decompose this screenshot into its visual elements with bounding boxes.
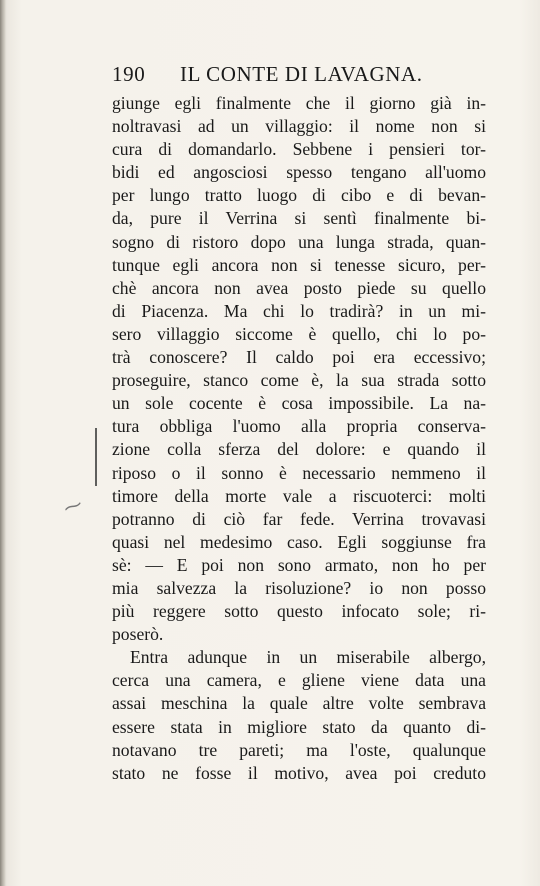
text-line: trà conoscere? Il caldo poi era eccessivo;: [112, 347, 486, 368]
text-line: riposo o il sonno è necessario nemmeno il: [112, 462, 486, 483]
text-line: sero villaggio siccome è quello, chi lo po-: [112, 323, 486, 344]
text-line: zione colla sferza del dolore: e quando il: [112, 439, 486, 460]
text-line: notavano tre pareti; ma l'oste, qualunque: [112, 739, 486, 760]
text-line: sogno di ristoro dopo una lunga strada, quan-: [112, 231, 486, 252]
page-binding-edge: [0, 0, 6, 886]
text-line: tunque egli ancora non si tenesse sicuro, per-: [112, 254, 486, 275]
margin-pencil-mark: [95, 428, 97, 486]
text-line: da, pure il Verrina si sentì finalmente bi-: [112, 208, 486, 229]
text-line: più reggere sotto questo infocato sole; ri-: [112, 601, 486, 622]
text-line: poserò.: [112, 624, 164, 645]
text-line: cerca una camera, e gliene viene data una: [112, 670, 486, 691]
page-number: 190: [112, 62, 146, 86]
text-line: bidi ed angosciosi spesso tengano all'uomo: [112, 162, 486, 183]
text-line: cura di domandarlo. Sebbene i pensieri tor-: [112, 139, 486, 160]
page-header: [112, 62, 430, 90]
text-line: un sole cocente è cosa impossibile. La na-: [112, 393, 486, 414]
text-line: di Piacenza. Ma chi lo tradirà? in un mi-: [112, 300, 486, 321]
text-line: Entra adunque in un miserabile albergo,: [130, 647, 486, 668]
text-line: per lungo tratto luogo di cibo e di bevan-: [112, 185, 486, 206]
text-line: noltravasi ad un villaggio: il nome non si: [112, 116, 486, 137]
text-line: essere stata in migliore stato da quanto di-: [112, 716, 486, 737]
text-line: chè ancora non avea posto piede su quello: [112, 277, 486, 298]
text-line: assai meschina la quale altre volte sembrava: [112, 693, 486, 714]
text-line: potranno di ciò far fede. Verrina trovavasi: [112, 508, 486, 529]
text-line: quasi nel medesimo caso. Egli soggiunse fra: [112, 531, 486, 552]
text-line: stato ne fosse il motivo, avea poi creduto: [112, 762, 486, 783]
text-line: sè: — E poi non sono armato, non ho per: [112, 554, 486, 575]
body-text: [112, 92, 486, 785]
text-line: tura obbliga l'uomo alla propria conserva-: [112, 416, 486, 437]
text-line: mia salvezza la risoluzione? io non posso: [112, 577, 486, 598]
running-title: IL CONTE DI LAVAGNA.: [180, 62, 423, 86]
text-line: timore della morte vale a riscuoterci: molti: [112, 485, 486, 506]
text-line: giunge egli finalmente che il giorno già in-: [112, 93, 486, 113]
margin-scribble-icon: ⁓: [60, 493, 86, 520]
text-line: proseguire, stanco come è, la sua strada sotto: [112, 370, 486, 391]
